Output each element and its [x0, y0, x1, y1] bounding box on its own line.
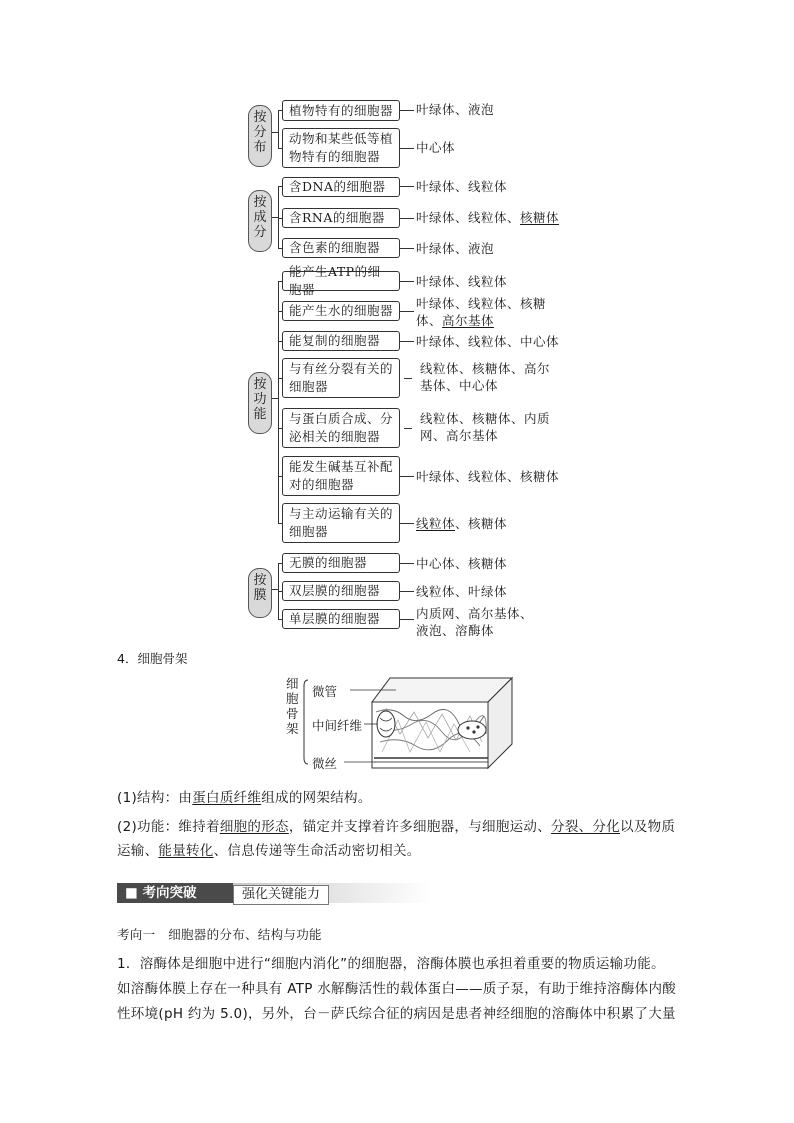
result-span: 线粒体、核糖体、内质 [420, 411, 551, 426]
category-label-function [248, 372, 272, 434]
banner-dark-label: ■ 考向突破 [117, 883, 233, 903]
result-span: 叶绿体、线粒体、中心体 [416, 334, 560, 349]
result-text [416, 240, 494, 257]
bracket-line [278, 110, 279, 148]
question-line: 性环境(pH 约为 5.0)，另外，台－萨氏综合征的病因是患者神经细胞的溶酶体中积累了大量 [117, 1006, 676, 1022]
result-span: 、核糖体 [455, 516, 508, 531]
result-connector [400, 311, 414, 312]
result-text [416, 139, 455, 156]
result-span-underlined: 高尔基体 [442, 313, 495, 328]
text-span: 运输、 [117, 843, 159, 859]
topic-heading: 考向一 细胞器的分布、结构与功能 [117, 927, 322, 942]
category-char: 分 [253, 225, 267, 240]
function-line-2 [117, 839, 682, 863]
category-label-membrane [248, 568, 272, 618]
result-text [416, 295, 546, 329]
bracket-line [278, 186, 279, 248]
organelle-box [282, 503, 400, 543]
result-connector [400, 186, 414, 187]
result-span: 叶绿体、线粒体、核糖体 [416, 469, 560, 484]
cytoskeleton-figure [282, 672, 522, 776]
result-span: 叶绿体、线粒体 [416, 274, 508, 289]
underlined-term: 蛋白质纤维 [192, 790, 262, 806]
result-connector [400, 218, 414, 219]
section-heading: 4．细胞骨架 [117, 651, 188, 666]
box-text: 与主动运输有关的 [289, 506, 394, 521]
result-span: 叶绿体、线粒体 [416, 179, 508, 194]
organelle-box [282, 238, 400, 258]
banner-light-label: 强化关键能力 [233, 885, 329, 905]
box-text: 细胞器 [289, 524, 329, 539]
category-char: 按 [253, 195, 267, 210]
result-span: 叶绿体、液泡 [416, 102, 495, 117]
category-char: 按 [253, 377, 267, 392]
organelle-box [282, 301, 400, 321]
box-text: 含色素的细胞器 [289, 240, 381, 255]
box-text: 含RNA的细胞器 [289, 210, 385, 225]
box-text: 能发生碱基互补配 [289, 459, 394, 474]
result-line [416, 312, 546, 329]
category-char: 分 [253, 125, 267, 140]
structure-paragraph [117, 786, 682, 810]
result-connector [400, 563, 414, 564]
organelle-box [282, 128, 400, 168]
box-text: 能产生水的细胞器 [289, 303, 394, 318]
side-char: 胞 [286, 691, 299, 706]
result-connector [400, 148, 414, 149]
bracket-line [278, 281, 279, 523]
result-span: 叶绿体、线粒体、 [416, 210, 521, 225]
box-text: 能复制的细胞器 [289, 333, 381, 348]
box-text: 单层膜的细胞器 [289, 611, 381, 626]
result-connector [400, 248, 414, 249]
result-text [416, 273, 507, 290]
question-paragraph [117, 952, 687, 1027]
result-text [416, 555, 507, 572]
box-text: 与蛋白质合成、分 [289, 411, 394, 426]
question-line: 1．溶酶体是细胞中进行“细胞内消化”的细胞器，溶酶体膜也承担着重要的物质运输功能。 [117, 956, 665, 972]
side-char: 细 [286, 676, 299, 691]
category-label-composition [248, 190, 272, 252]
category-char: 功 [253, 392, 267, 407]
question-line: 如溶酶体膜上存在一种具有 ATP 水解酶活性的载体蛋白——质子泵，有助于维持溶酶体内酸 [117, 981, 677, 997]
result-text [416, 583, 507, 600]
label-microfilament: 微丝 [312, 756, 338, 771]
result-span: 基体、中心体 [420, 378, 499, 393]
result-connector [400, 523, 414, 524]
result-connector [400, 341, 414, 342]
organelle-box [282, 408, 400, 448]
organelle-box [282, 553, 400, 573]
organelle-box [282, 264, 400, 297]
organelle-box [282, 456, 400, 496]
box-text: 能产生ATP的细胞器 [289, 264, 381, 297]
underlined-term: 分裂、分化 [551, 819, 621, 835]
category-char: 成 [253, 210, 267, 225]
organelle-box [282, 331, 400, 351]
result-text [416, 333, 559, 350]
result-span-underlined: 核糖体 [520, 210, 560, 225]
result-text [416, 468, 559, 485]
box-text: 动物和某些低等植 [289, 131, 394, 146]
result-span: 体、 [416, 313, 443, 328]
result-span-underlined: 线粒体 [416, 516, 456, 531]
category-char: 能 [253, 407, 267, 422]
side-char: 架 [286, 721, 299, 736]
box-text: 与有丝分裂有关的 [289, 361, 394, 376]
function-paragraph [117, 815, 682, 863]
category-label-distribution [248, 105, 272, 167]
label-intermediate-filament: 中间纤维 [312, 718, 363, 733]
result-text [416, 605, 533, 639]
result-connector [400, 110, 414, 111]
result-text [416, 101, 494, 118]
result-span: 中心体 [416, 140, 456, 155]
organelle-box [282, 208, 400, 228]
box-text: 细胞器 [289, 379, 329, 394]
result-connector [404, 378, 412, 379]
section-banner [117, 880, 431, 906]
text-span: (1)结构：由 [117, 790, 193, 806]
organelle-box [282, 581, 400, 601]
organelle-box [282, 177, 400, 197]
result-span: 中心体、核糖体 [416, 556, 508, 571]
result-text [420, 360, 550, 394]
result-text [416, 515, 507, 532]
text-span: (2)功能：维持着 [117, 819, 220, 835]
result-span: 叶绿体、线粒体、核糖 [416, 296, 547, 311]
box-text: 对的细胞器 [289, 477, 355, 492]
text-span: 以及物质 [620, 819, 676, 835]
result-connector [400, 591, 414, 592]
box-text: 泌相关的细胞器 [289, 429, 381, 444]
result-span: 叶绿体、液泡 [416, 241, 495, 256]
result-span: 线粒体、叶绿体 [416, 584, 508, 599]
organelle-box [282, 358, 400, 398]
result-span: 网、高尔基体 [420, 428, 499, 443]
box-text: 含DNA的细胞器 [289, 179, 386, 194]
category-char: 布 [253, 140, 267, 155]
label-microtubule: 微管 [312, 684, 338, 699]
result-connector [400, 281, 414, 282]
organelle-box [282, 100, 400, 121]
category-char: 按 [253, 110, 267, 125]
underlined-term: 能量转化 [158, 843, 214, 859]
underlined-term: 细胞的形态 [219, 819, 289, 835]
category-char: 膜 [253, 588, 267, 603]
result-span: 液泡、溶酶体 [416, 623, 495, 638]
text-span: 、信息传递等生命活动密切相关。 [213, 843, 421, 859]
result-connector [404, 428, 412, 429]
side-char: 骨 [286, 706, 299, 721]
organelle-box [282, 609, 400, 629]
box-text: 双层膜的细胞器 [289, 583, 381, 598]
banner-light-area [233, 883, 431, 903]
box-text: 物特有的细胞器 [289, 149, 381, 164]
box-text: 植物特有的细胞器 [289, 102, 394, 118]
category-char: 按 [253, 573, 267, 588]
box-text: 无膜的细胞器 [289, 555, 368, 570]
result-text [416, 209, 559, 226]
result-text [416, 178, 507, 195]
function-line-1 [117, 815, 682, 839]
result-connector [400, 476, 414, 477]
result-span: 内质网、高尔基体、 [416, 606, 534, 621]
result-connector [400, 619, 414, 620]
result-span: 线粒体、核糖体、高尔 [420, 361, 551, 376]
text-span: 组成的网架结构。 [261, 790, 372, 806]
text-span: ，锚定并支撑着许多细胞器，与细胞运动、 [288, 819, 552, 835]
result-text [420, 410, 550, 444]
